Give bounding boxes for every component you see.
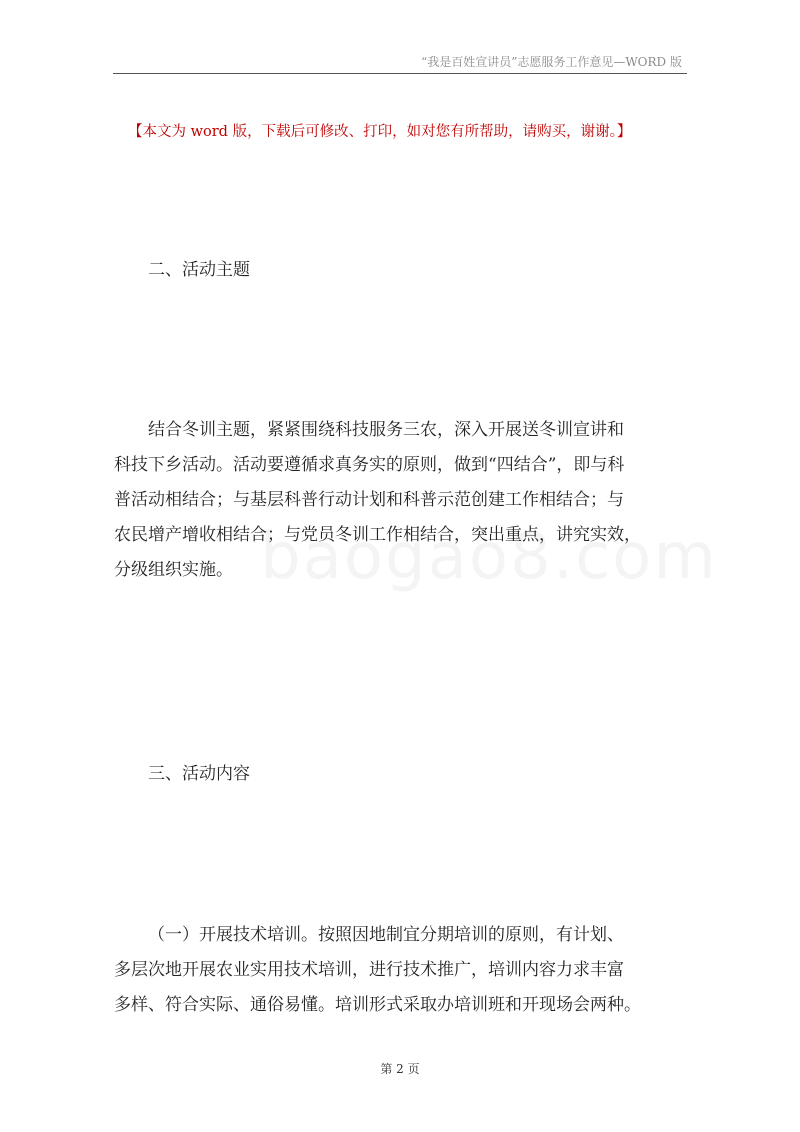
section-paragraph-theme [114, 413, 686, 588]
paragraph-line: （一）开展技术培训。按照因地制宜分期培训的原则，有计划、 [148, 925, 624, 945]
document-header-title: “我是百姓宣讲员”志愿服务工作意见—WORD 版 [421, 55, 682, 69]
paragraph-line: 普活动相结合；与基层科普行动计划和科普示范创建工作相结合；与 [114, 490, 624, 510]
section-heading-content: 三、活动内容 [148, 764, 250, 784]
paragraph-line: 农民增产增收相结合；与党员冬训工作相结合，突出重点，讲究实效， [114, 525, 641, 545]
paragraph-line: 结合冬训主题，紧紧围绕科技服务三农，深入开展送冬训宣讲和 [148, 420, 624, 440]
paragraph-line: 分级组织实施。 [114, 560, 233, 580]
page-number: 第 2 页 [380, 1062, 420, 1076]
paragraph-line: 多样、符合实际、通俗易懂。培训形式采取办培训班和开现场会两种。 [114, 995, 641, 1015]
section-paragraph-content [114, 918, 686, 1023]
section-heading-theme: 二、活动主题 [148, 260, 250, 280]
paragraph-line: 科技下乡活动。活动要遵循求真务实的原则，做到“四结合”，即与科 [114, 455, 625, 475]
paragraph-line: 多层次地开展农业实用技术培训，进行技术推广，培训内容力求丰富 [114, 960, 624, 980]
header-divider [113, 73, 687, 74]
purchase-notice: 【本文为 word 版，下载后可修改、打印，如对您有所帮助，请购买，谢谢。】 [128, 124, 632, 140]
